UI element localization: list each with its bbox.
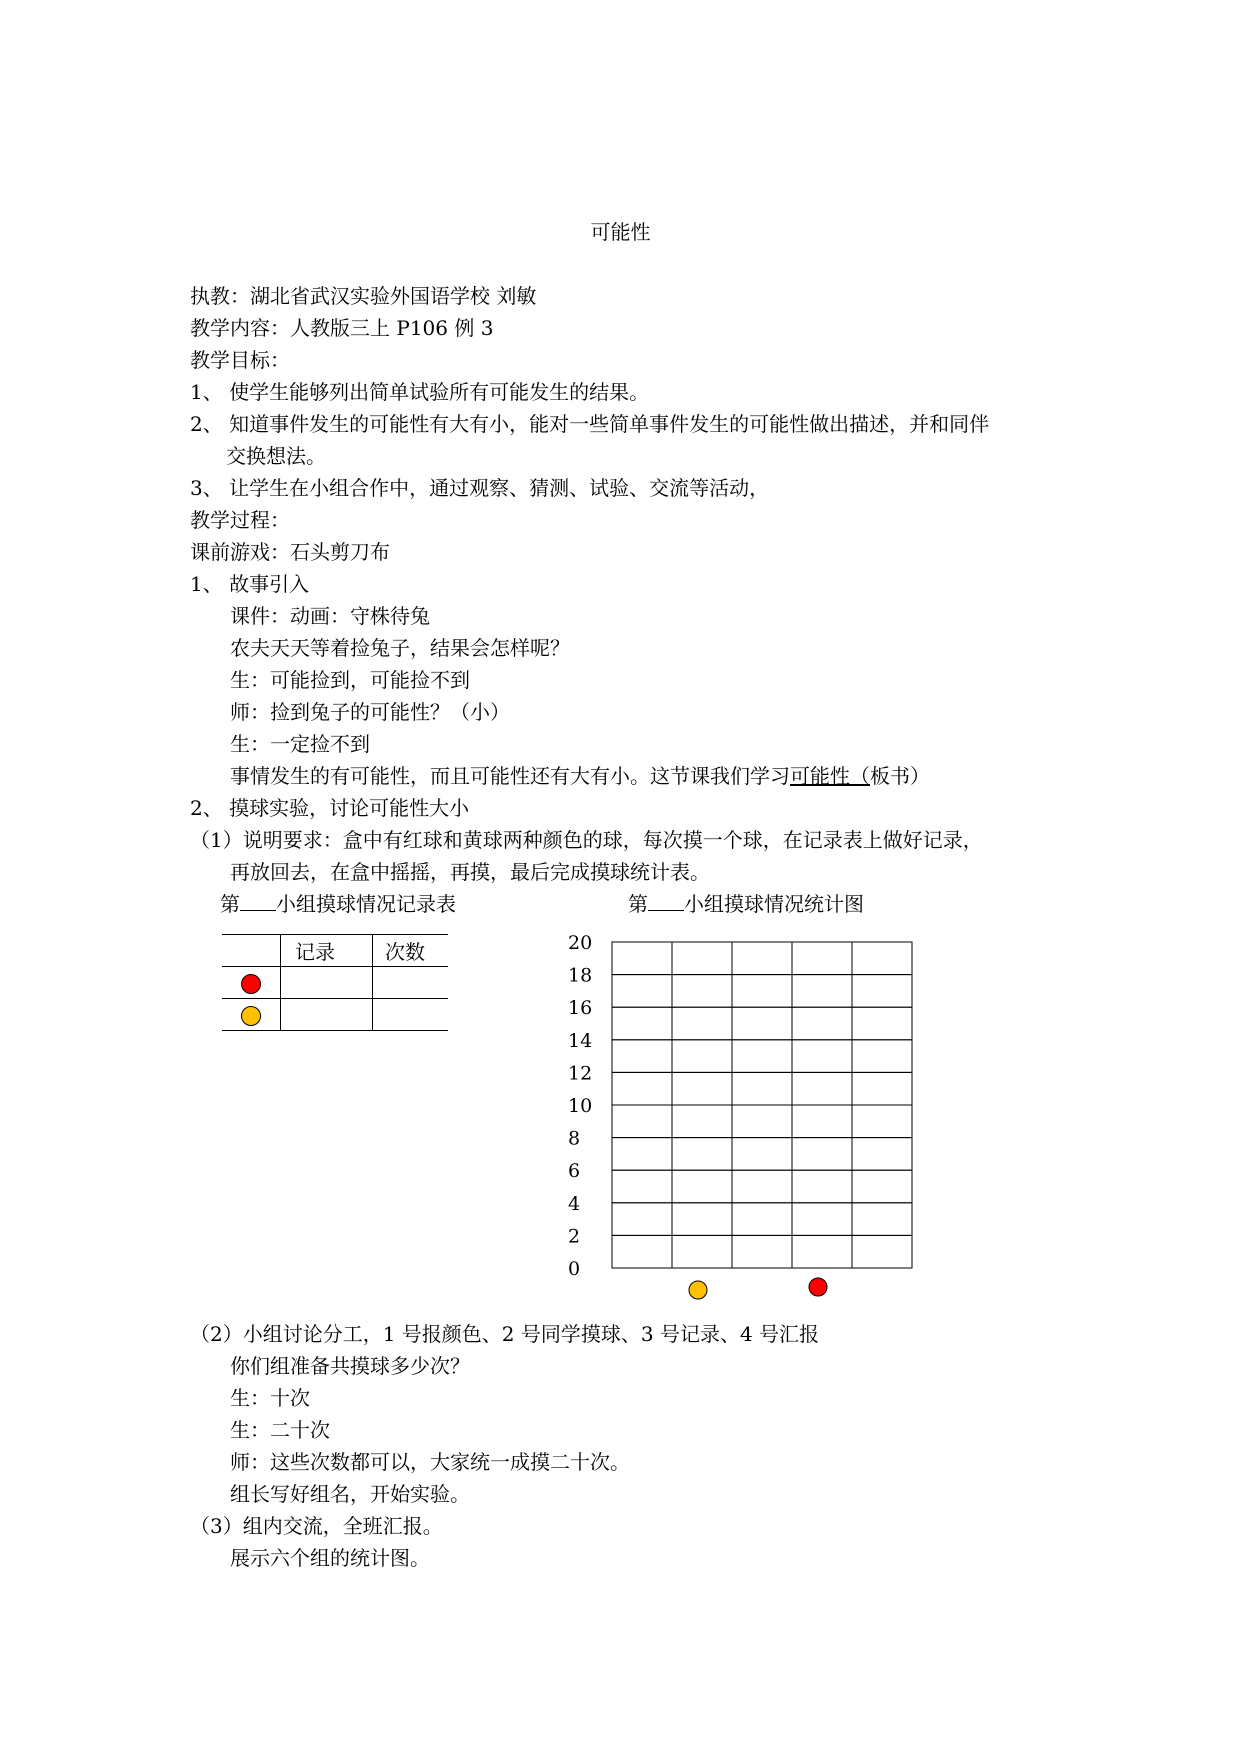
y-tick-label: 2: [568, 1225, 581, 1248]
grid-cell: [732, 1007, 792, 1040]
grid-cell: [792, 942, 852, 975]
grid-cell: [852, 975, 912, 1008]
yellow-ball-marker: [689, 1281, 707, 1299]
page-title: 可能性: [590, 220, 651, 244]
chart-caption-suffix: 小组摸球情况统计图: [684, 892, 864, 916]
chart-caption-prefix: 第: [628, 892, 648, 916]
content-line: 教学内容：人教版三上 P106 例 3: [190, 316, 494, 340]
caption-prefix: 第: [220, 892, 240, 916]
statistics-chart: [560, 930, 940, 1300]
teacher-line: 执教：湖北省武汉实验外国语学校 刘敏: [190, 284, 537, 308]
student-answer-2: 生：一定捡不到: [230, 732, 370, 756]
y-tick-label: 20: [568, 932, 593, 954]
grid-cell: [672, 975, 732, 1008]
summary-text: 事情发生的有可能性，而且可能性还有大有小。这节课我们学习: [230, 764, 790, 788]
group-blank: [240, 892, 276, 911]
grid-cell: [672, 1072, 732, 1105]
show-charts: 展示六个组的统计图。: [230, 1546, 430, 1570]
grid-cell: [672, 1170, 732, 1203]
grid-cell: [852, 1235, 912, 1268]
grid-cell: [732, 1235, 792, 1268]
header-cell: [222, 935, 281, 967]
count-cell: [373, 999, 448, 1031]
grid-cell: [612, 975, 672, 1008]
yellow-ball-icon: [241, 1006, 261, 1026]
grid-cell: [612, 1040, 672, 1073]
y-tick-label: 10: [568, 1095, 593, 1117]
y-tick-label: 8: [568, 1127, 581, 1150]
grid-cell: [732, 1170, 792, 1203]
header-cell: 记录: [281, 935, 373, 967]
warmup-game: 课前游戏：石头剪刀布: [190, 540, 390, 564]
step-2: 2、 摸球实验，讨论可能性大小: [190, 796, 470, 820]
table-header-row: [222, 935, 448, 967]
y-tick-label: 16: [568, 997, 593, 1020]
underlined-topic: 可能性（: [790, 764, 870, 788]
grid-cell: [852, 1138, 912, 1171]
student-answer-1: 生：可能捡到，可能捡不到: [230, 668, 470, 692]
grid-cell: [672, 1138, 732, 1171]
grid-cell: [852, 1007, 912, 1040]
grid-cell: [792, 1105, 852, 1138]
grid-cell: [672, 1040, 732, 1073]
record-table: [222, 934, 448, 1031]
grid-cell: [792, 975, 852, 1008]
table-row: [222, 967, 448, 999]
grid-cell: [732, 1203, 792, 1236]
count-question: 你们组准备共摸球多少次？: [230, 1354, 470, 1378]
red-ball-marker: [809, 1278, 827, 1296]
grid-cell: [852, 942, 912, 975]
grid-cell: [852, 1040, 912, 1073]
grid-cell: [792, 1138, 852, 1171]
red-ball-cell: [222, 967, 281, 999]
step-2-division: （2）小组讨论分工，1 号报颜色、2 号同学摸球、3 号记录、4 号汇报: [190, 1322, 820, 1346]
grid-cell: [792, 1203, 852, 1236]
record-cell: [281, 967, 373, 999]
goal-3: 3、 让学生在小组合作中，通过观察、猜测、试验、交流等活动，: [190, 476, 770, 500]
y-tick-label: 0: [568, 1258, 581, 1280]
grid-cell: [792, 1007, 852, 1040]
grid-cell: [792, 1072, 852, 1105]
board-note: 板书）: [870, 764, 930, 788]
summary-line: [230, 762, 930, 790]
chart-caption: [628, 890, 864, 918]
grid-cell: [672, 1105, 732, 1138]
student-answer-3: 生：十次: [230, 1386, 310, 1410]
grid-cell: [852, 1170, 912, 1203]
count-cell: [373, 967, 448, 999]
step-1: 1、 故事引入: [190, 572, 310, 596]
y-tick-label: 14: [568, 1029, 593, 1052]
step-3: （3）组内交流，全班汇报。: [190, 1514, 443, 1538]
start-experiment: 组长写好组名，开始实验。: [230, 1482, 470, 1506]
grid-cell: [792, 1170, 852, 1203]
grid-cell: [672, 942, 732, 975]
grid-cell: [732, 1040, 792, 1073]
grid-cell: [852, 1105, 912, 1138]
y-tick-label: 18: [568, 964, 593, 987]
grid-cell: [612, 1203, 672, 1236]
red-ball-icon: [241, 974, 261, 994]
caption-suffix: 小组摸球情况记录表: [276, 892, 456, 916]
courseware-line: 课件：动画：守株待兔: [230, 604, 430, 628]
record-cell: [281, 999, 373, 1031]
grid-cell: [612, 1072, 672, 1105]
y-tick-label: 12: [568, 1062, 593, 1085]
grid-cell: [792, 1235, 852, 1268]
teacher-decision: 师：这些次数都可以，大家统一成摸二十次。: [230, 1450, 630, 1474]
farmer-question: 农夫天天等着捡兔子，结果会怎样呢？: [230, 636, 570, 660]
grid-cell: [732, 1072, 792, 1105]
process-heading: 教学过程：: [190, 508, 290, 532]
grid-cell: [732, 975, 792, 1008]
student-answer-4: 生：二十次: [230, 1418, 330, 1442]
chart-group-blank: [648, 892, 684, 911]
requirement-line: （1）说明要求：盒中有红球和黄球两种颜色的球，每次摸一个球，在记录表上做好记录，: [190, 828, 983, 852]
requirement-cont: 再放回去，在盒中摇摇，再摸，最后完成摸球统计表。: [230, 860, 710, 884]
goal-1: 1、 使学生能够列出简单试验所有可能发生的结果。: [190, 380, 650, 404]
grid-cell: [732, 942, 792, 975]
table-row: [222, 999, 448, 1031]
goal-2-cont: 交换想法。: [226, 444, 326, 468]
grid-cell: [612, 1138, 672, 1171]
grid-cell: [732, 1138, 792, 1171]
y-tick-label: 6: [568, 1160, 581, 1183]
goal-2: 2、 知道事件发生的可能性有大有小，能对一些简单事件发生的可能性做出描述，并和同伴: [190, 412, 990, 436]
grid-cell: [852, 1203, 912, 1236]
yellow-ball-cell: [222, 999, 281, 1031]
y-tick-label: 4: [568, 1192, 581, 1215]
header-cell: 次数: [373, 935, 448, 967]
grid-cell: [672, 1235, 732, 1268]
grid-cell: [852, 1072, 912, 1105]
grid-cell: [612, 1105, 672, 1138]
grid-cell: [792, 1040, 852, 1073]
goals-heading: 教学目标：: [190, 348, 290, 372]
grid-cell: [672, 1007, 732, 1040]
grid-cell: [612, 1170, 672, 1203]
grid-cell: [612, 1235, 672, 1268]
grid-cell: [672, 1203, 732, 1236]
grid-cell: [612, 942, 672, 975]
teacher-question: 师：捡到兔子的可能性？（小）: [230, 700, 510, 724]
grid-cell: [612, 1007, 672, 1040]
record-table-caption: [220, 890, 456, 918]
grid-cell: [732, 1105, 792, 1138]
